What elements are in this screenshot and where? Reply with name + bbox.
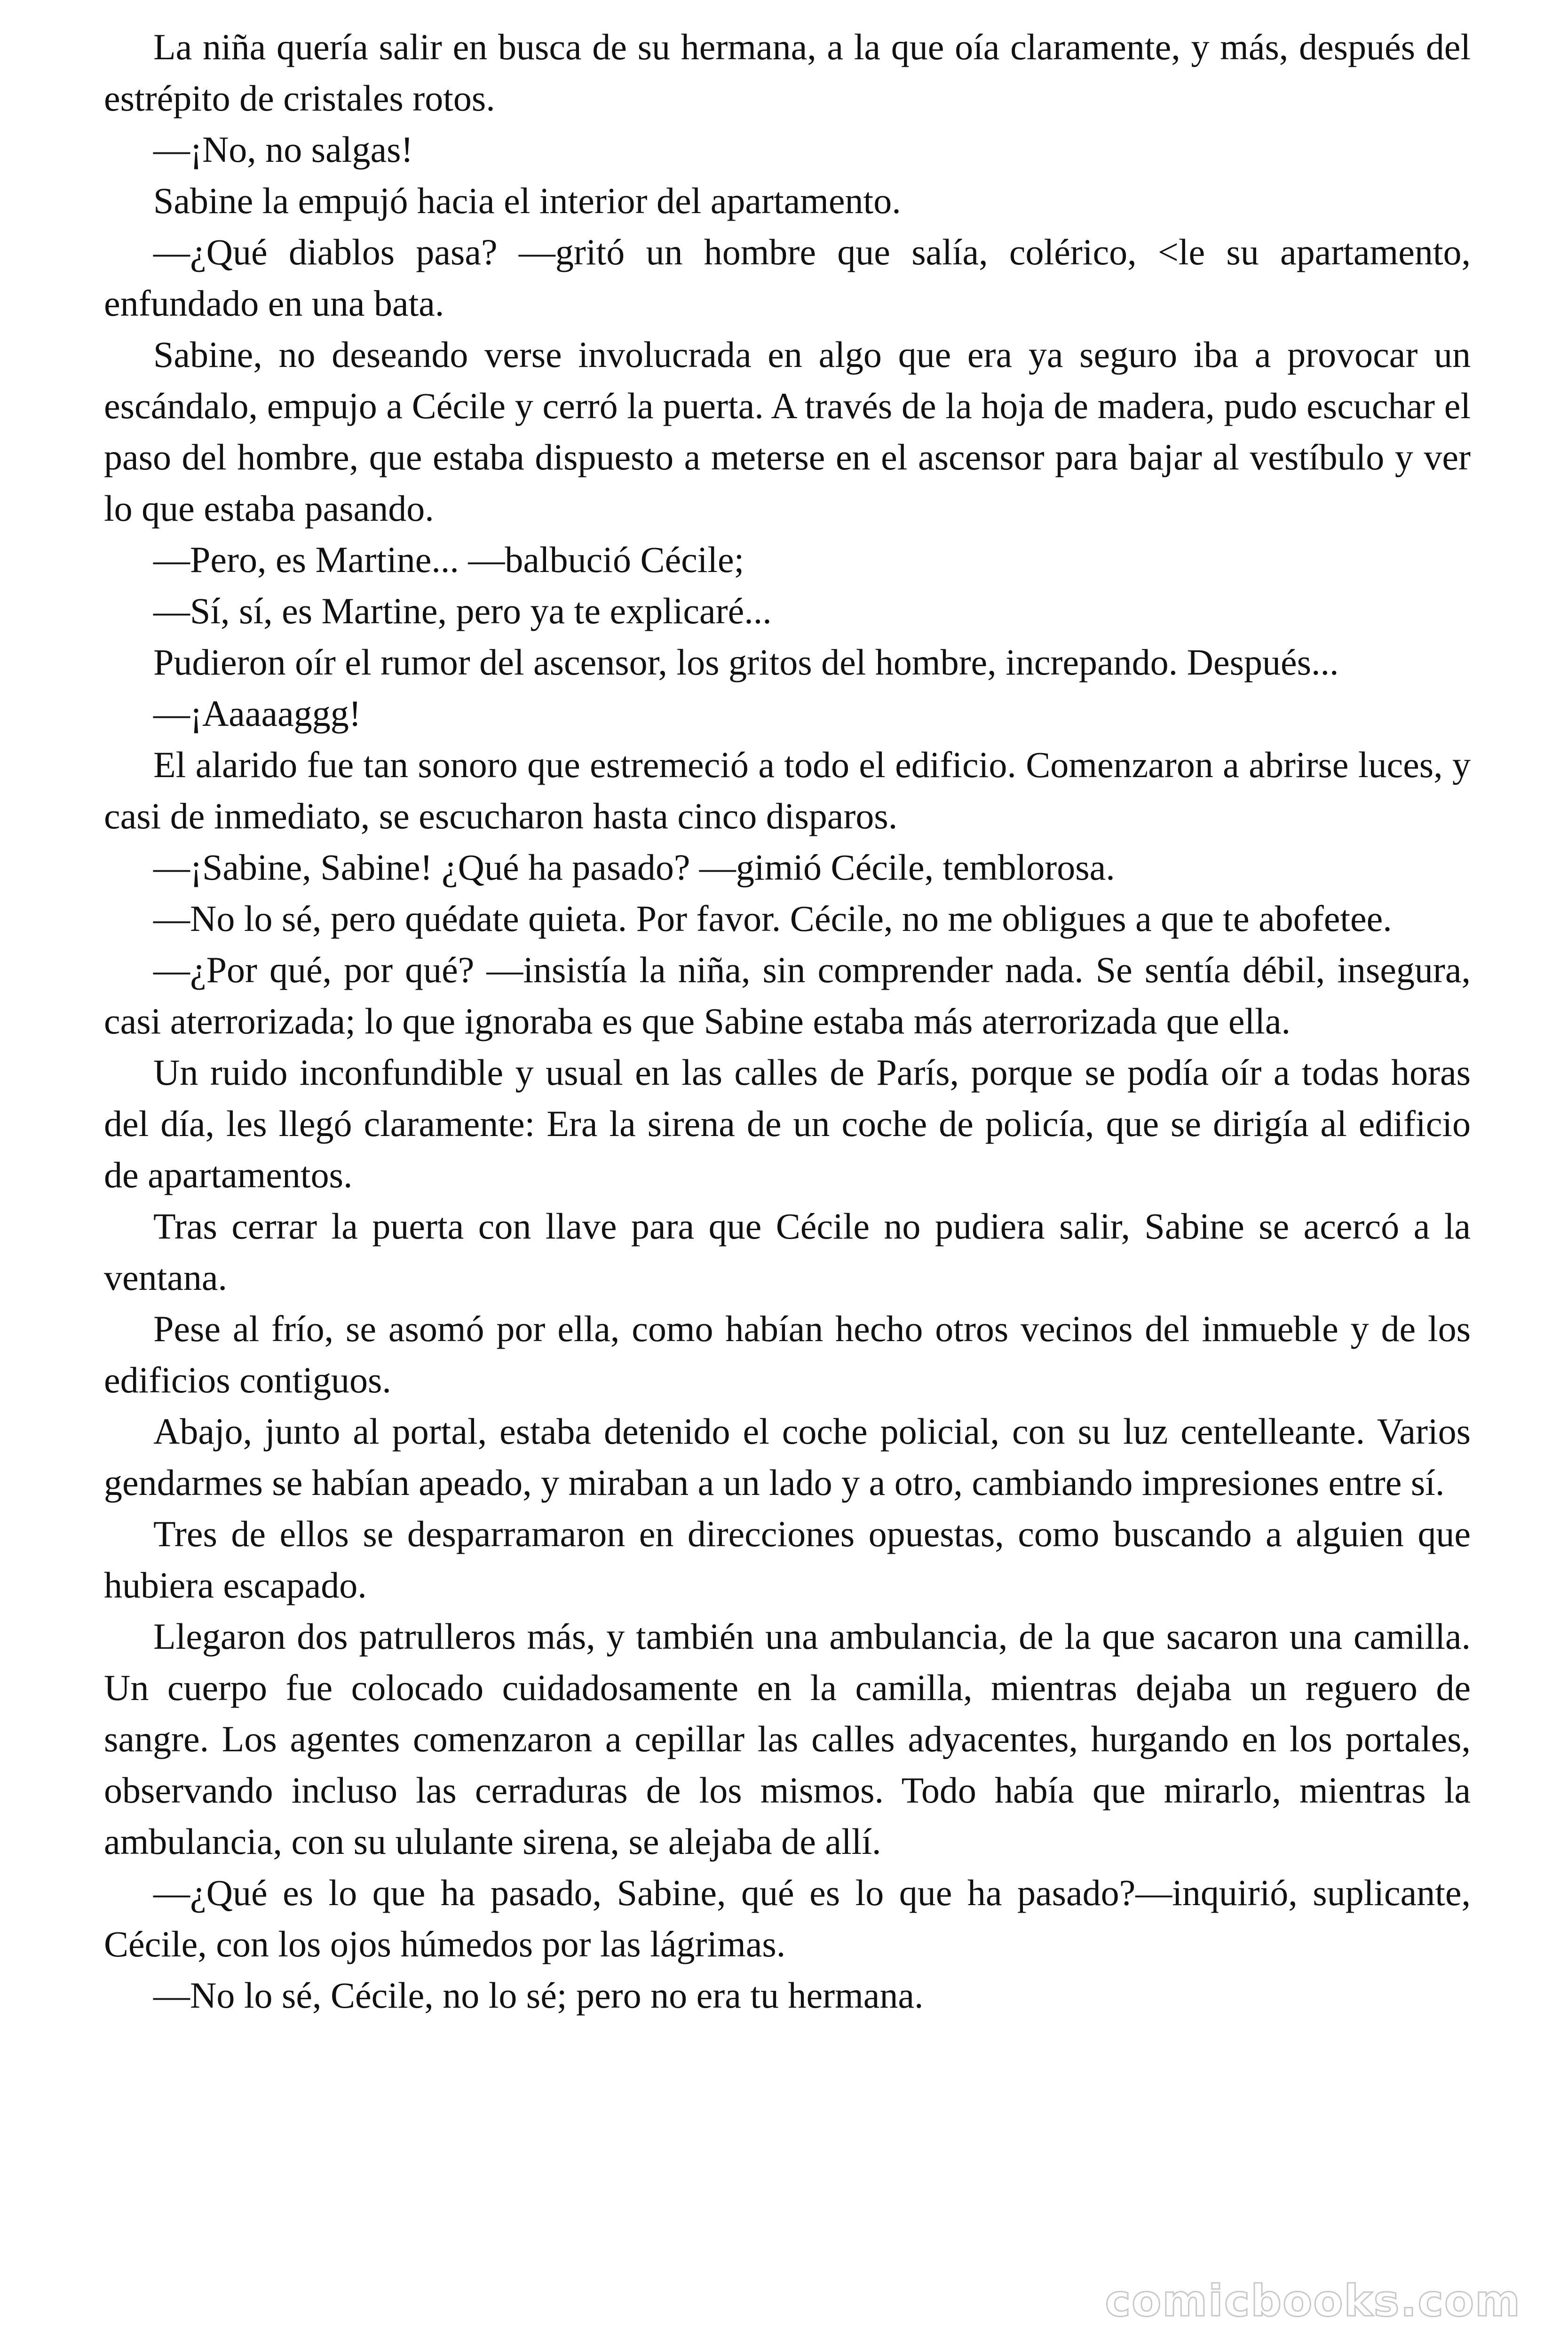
paragraph: El alarido fue tan sonoro que estremeció a todo el edificio. Comenzaron a abrirse luces, y casi de inmediato, se escucharon hasta cinco disparos. bbox=[104, 744, 1471, 836]
watermark: comicbooks.com bbox=[1105, 2276, 1521, 2326]
paragraph: —¡Aaaaaggg! bbox=[153, 693, 361, 734]
paragraph: Abajo, junto al portal, estaba detenido el coche policial, con su luz centelleante. Varios gendarmes se habían apeado, y miraban a un lado y a otro, cambiando impresiones entre sí. bbox=[104, 1411, 1471, 1503]
book-page-text bbox=[104, 21, 1471, 2021]
paragraph: —¡Sabine, Sabine! ¿Qué ha pasado? —gimió Cécile, temblorosa. bbox=[153, 847, 1115, 888]
paragraph: Pudieron oír el rumor del ascensor, los gritos del hombre, increpando. Después... bbox=[153, 642, 1339, 683]
paragraph: Tras cerrar la puerta con llave para que Cécile no pudiera salir, Sabine se acercó a la ventana. bbox=[104, 1206, 1471, 1298]
paragraph: —¡No, no salgas! bbox=[153, 129, 413, 170]
paragraph: —No lo sé, Cécile, no lo sé; pero no era tu hermana. bbox=[153, 1975, 924, 2016]
paragraph: Sabine la empujó hacia el interior del apartamento. bbox=[153, 180, 901, 221]
paragraph: Un ruido inconfundible y usual en las calles de París, porque se podía oír a todas horas del día, les llegó claramente: Era la sirena de un coche de policía, que se dirigía al edificio de apartamentos. bbox=[104, 1052, 1471, 1195]
paragraph: —¿Por qué, por qué? —insistía la niña, sin comprender nada. Se sentía débil, insegura, casi aterrorizada; lo que ignoraba es que Sabine estaba más aterrorizada que ella. bbox=[104, 949, 1471, 1041]
paragraph: —Pero, es Martine... —balbució Cécile; bbox=[153, 539, 744, 580]
paragraph: Tres de ellos se desparramaron en direcciones opuestas, como buscando a alguien que hubiera escapado. bbox=[104, 1513, 1471, 1605]
paragraph: —Sí, sí, es Martine, pero ya te explicaré... bbox=[153, 590, 772, 631]
paragraph: —¿Qué diablos pasa? —gritó un hombre que salía, colérico, <le su apartamento, enfundado en una bata. bbox=[104, 231, 1471, 324]
paragraph: —¿Qué es lo que ha pasado, Sabine, qué es lo que ha pasado?—inquirió, suplicante, Cécile, con los ojos húmedos por las lágrimas. bbox=[104, 1872, 1471, 1964]
paragraph: Llegaron dos patrulleros más, y también una ambulancia, de la que sacaron una camilla. Un cuerpo fue colocado cuidadosamente en la camilla, mientras dejaba un reguero de sangre. Los agentes comenzaron a cepillar las calles adyacentes, hurgando en los portales, observando incluso las cerraduras de los mismos. Todo había que mirarlo, mientras la ambulancia, con su ululante sirena, se alejaba de allí. bbox=[104, 1616, 1471, 1862]
paragraph: Pese al frío, se asomó por ella, como habían hecho otros vecinos del inmueble y de los edificios contiguos. bbox=[104, 1308, 1471, 1400]
paragraph: Sabine, no deseando verse involucrada en algo que era ya seguro iba a provocar un escándalo, empujo a Cécile y cerró la puerta. A través de la hoja de madera, pudo escuchar el paso del hombre, que estaba dispuesto a meterse en el ascensor para bajar al vestíbulo y ver lo que estaba pasando. bbox=[104, 334, 1471, 529]
paragraph: La niña quería salir en busca de su hermana, a la que oía claramente, y más, después del estrépito de cristales rotos. bbox=[104, 26, 1471, 119]
paragraph: —No lo sé, pero quédate quieta. Por favor. Cécile, no me obligues a que te abofetee. bbox=[153, 898, 1392, 939]
